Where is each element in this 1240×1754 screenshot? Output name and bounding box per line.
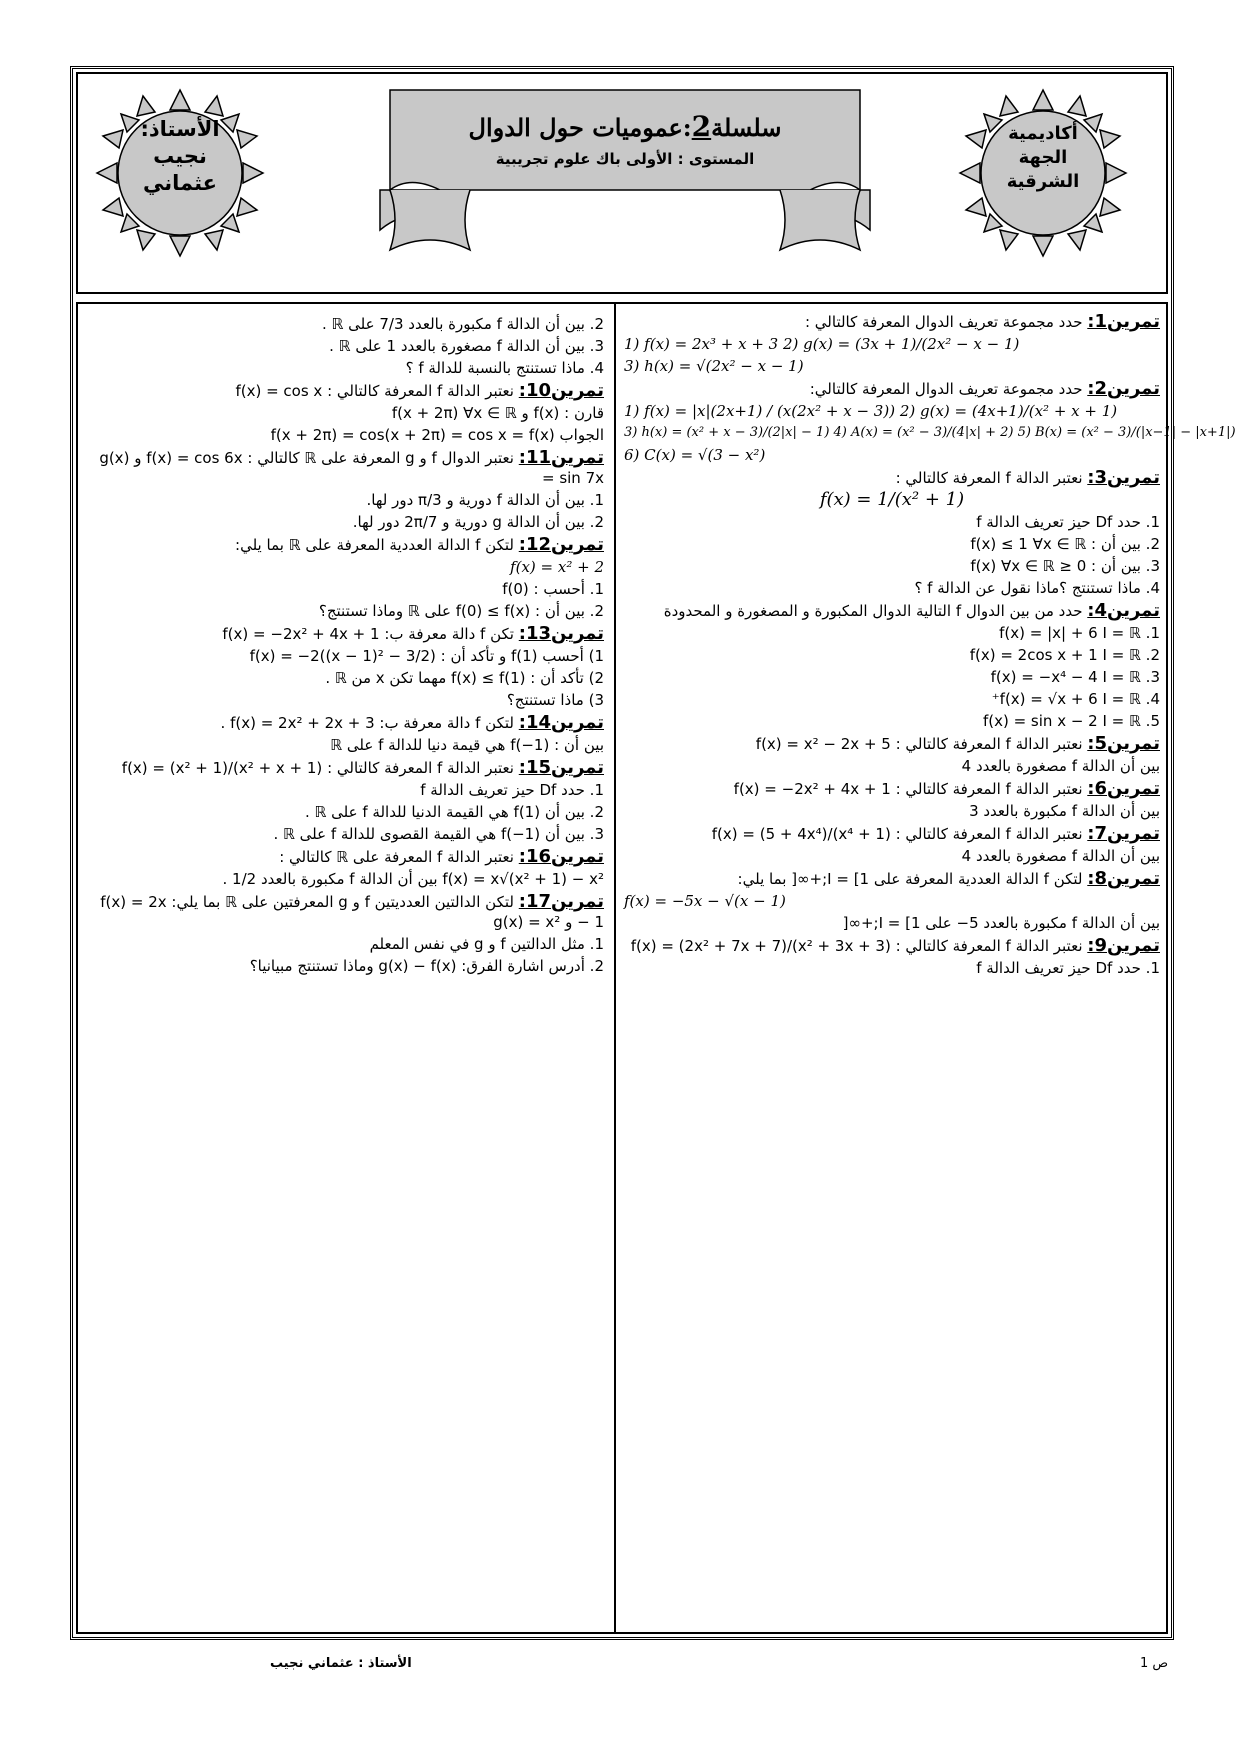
right-column xyxy=(624,311,1236,981)
exercise-9: تمرين9: نعتبر الدالة f المعرفة كالتالي : f(x) = (2x² + 7x + 7)/(x² + 3x + 3) 1. حدد Df حيز تعريف الدالة f xyxy=(630,935,1160,977)
ribbon-banner-icon xyxy=(370,80,880,270)
academy-line-2: الجهة xyxy=(1018,147,1068,168)
academy-line-1: أكاديمية xyxy=(1008,123,1078,144)
academy-line-3: الشرقية xyxy=(1006,171,1080,192)
exercise-1: تمرين1: حدد مجموعة تعريف الدوال المعرفة كالتالي : 1) f(x) = 2x³ + x + 3 2) g(x) = (3x + 1)/(2x² − x − 1) 3) h(x) = √(2x² − x − 1) xyxy=(624,311,1160,375)
exercise-12: تمرين12: لتكن f الدالة العددية المعرفة على ℝ بما يلي: f(x) = x² + 2 1. أحسب : f(0) 2. بين أن : f(0) ≤ f(x) على ℝ وماذا تستنتج؟ xyxy=(235,534,604,620)
teacher-badge xyxy=(95,88,265,258)
teacher-last-name: عثماني xyxy=(142,171,217,195)
exercise-8: تمرين8: لتكن f الدالة العددية المعرفة على I = [1;+∞[ بما يلي: f(x) = −5x − √(x − 1) بين أن الدالة f مكبورة بالعدد 5− على I = [1;+∞[ xyxy=(624,868,1160,932)
exercise-4: تمرين4: حدد من بين الدوال f التالية الدوال المكبورة و المصغورة و المحدودة 1. f(x) = |x| + 6 I = ℝ 2. f(x) = 2cos x + 1 I = ℝ 3. f(x) = −x⁴ − 4 I = ℝ 4. f(x) = √x + 6 I = ℝ⁺ 5. f(x) = sin x − 2 I = ℝ xyxy=(663,600,1160,730)
exercise-7: تمرين7: نعتبر الدالة f المعرفة كالتالي : f(x) = (5 + 4x⁴)/(x⁴ + 1) بين أن الدالة f مصغورة بالعدد 4 xyxy=(711,823,1160,865)
exercise-9-continued: 2. بين أن الدالة f مكبورة بالعدد 7/3 على ℝ . 3. بين أن الدالة f مصغورة بالعدد 1 على ℝ . 4. ماذا تستنتج بالنسبة للدالة f ؟ xyxy=(321,315,604,377)
exercise-10: تمرين10: نعتبر الدالة f المعرفة كالتالي : f(x) = cos x قارن : f(x) و f(x + 2π) ∀x ∈ ℝ الجواب f(x + 2π) = cos(x + 2π) = cos x = f(x) xyxy=(235,380,604,444)
level-subtitle: المستوى : الأولى باك علوم تجريبية xyxy=(495,150,755,168)
teacher-label: الأستاذ: xyxy=(140,117,220,141)
exercise-3: تمرين3: نعتبر الدالة f المعرفة كالتالي : f(x) = 1/(x² + 1) 1. حدد Df حيز تعريف الدالة f 2. بين أن : f(x) ≤ 1 ∀x ∈ ℝ 3. بين أن : 0 ≤ f(x) ∀x ∈ ℝ 4. ماذا تستنتج ؟ماذا نقول عن الدالة f ؟ xyxy=(819,467,1160,597)
exercise-13: تمرين13: تكن f دالة معرفة ب: f(x) = −2x² + 4x + 1 1) أحسب f(1) و تأكد أن : f(x) = −2((x − 1)² − 3/2) 2) تأكد أن : f(x) ≤ f(1) مهما تكن x من ℝ . 3) ماذا تستنتج؟ xyxy=(222,623,604,709)
title-ribbon xyxy=(370,80,880,270)
exercise-6: تمرين6: نعتبر الدالة f المعرفة كالتالي : f(x) = −2x² + 4x + 1 بين أن الدالة f مكبورة بالعدد 3 xyxy=(733,778,1160,820)
exercise-11: تمرين11: نعتبر الدوال f و g المعرفة على ℝ كالتالي : f(x) = cos 6x و g(x) = sin 7x 1. بين أن الدالة f دورية و π/3 دور لها. 2. بين أن الدالة g دورية و 2π/7 دور لها. xyxy=(99,447,604,531)
footer-author: الأستاذ : عثماني نجيب xyxy=(270,1656,412,1671)
exercise-15: تمرين15: نعتبر الدالة f المعرفة كالتالي : f(x) = (x² + 1)/(x² + x + 1) 1. حدد Df حيز تعريف الدالة f 2. بين أن f(1) هي القيمة الدنيا للدالة f على ℝ . 3. بين أن f(−1) هي القيمة القصوى للدالة f على ℝ . xyxy=(121,757,604,843)
column-divider xyxy=(614,302,616,1634)
left-column xyxy=(86,312,604,979)
exercise-14: تمرين14: لتكن f دالة معرفة ب: f(x) = 2x² + 2x + 3 . بين أن : f(−1) هي قيمة دنيا للدالة f على ℝ xyxy=(220,712,604,754)
academy-badge xyxy=(958,88,1128,258)
footer-page-number: ص 1 xyxy=(1140,1656,1169,1671)
exercise-5: تمرين5: نعتبر الدالة f المعرفة كالتالي : f(x) = x² − 2x + 5 بين أن الدالة f مصغورة بالعدد 4 xyxy=(755,733,1160,775)
exercise-2: تمرين2: حدد مجموعة تعريف الدوال المعرفة كالتالي: 1) f(x) = |x|(2x+1) / (x(2x² + x − 3)) 2) g(x) = (4x+1)/(x² + x + 1) 3) h(x) = (x² + x − 3)/(2|x| − 1) 4) A(x) = (x² − 3)/(4|x| + 2) 5) B(x) = (x² − 3)/(|x−1| − |x+1|) 6) C(x) = √(3 − x²) xyxy=(624,378,1236,464)
teacher-first-name: نجيب xyxy=(153,144,207,168)
exercise-16: تمرين16: نعتبر الدالة f المعرفة على ℝ كالتالي : f(x) = x√(x² + 1) − x² بين أن الدالة f مكبورة بالعدد 1/2 . xyxy=(222,846,604,888)
exercise-17: تمرين17: لتكن الدالتين العدديتين f و g المعرفتين على ℝ بما يلي: f(x) = 2x − 1 و g(x) = x² 1. مثل الدالتين f و g في نفس المعلم 2. أدرس اشارة الفرق: g(x) − f(x) وماذا تستنتج مبيانيا؟ xyxy=(100,891,604,975)
page-title: سلسلة2:عموميات حول الدوال xyxy=(468,110,782,143)
